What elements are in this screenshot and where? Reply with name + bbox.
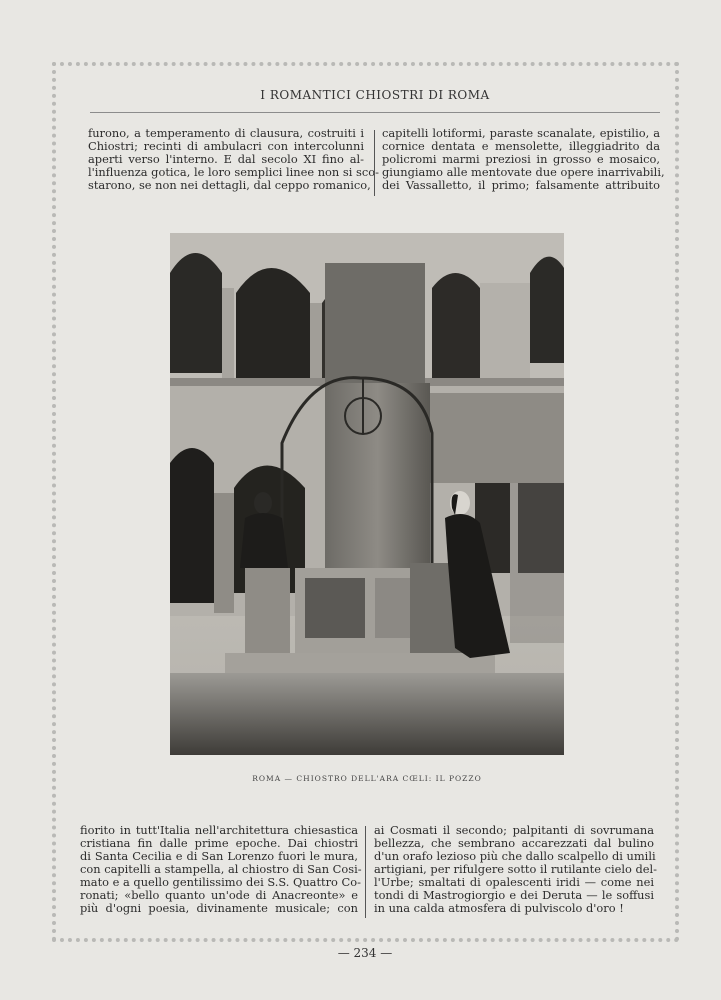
bottom-left-column <box>80 823 362 915</box>
text-line: artigiani, per rifulgere sotto il rutilante cielo del- <box>374 862 657 876</box>
top-right-column <box>382 126 665 192</box>
header-rule <box>90 112 660 113</box>
text-line: di Santa Cecilia e di San Lorenzo fuori le mura, <box>80 849 358 863</box>
text-line: ronati; «bello quanto un'ode di Anacreonte» e <box>80 888 358 902</box>
text-line: policromi marmi preziosi in grosso e mosaico, <box>382 152 660 166</box>
page-number: — 234 — <box>337 946 393 960</box>
text-line: aperti verso l'interno. E dal secolo XI fino al- <box>88 152 364 166</box>
top-left-column <box>88 126 379 192</box>
text-line: mato e a quello gentilissimo dei S.S. Quattro Co- <box>80 875 361 889</box>
text-line: tondi di Mastrogiorgio e dei Deruta — le soffusi <box>374 888 654 902</box>
text-line: l'Urbe; smaltati di opalescenti iridi — come nei <box>374 875 654 889</box>
text-line: cristiana fin dalle prime epoche. Dai chiostri <box>80 836 358 850</box>
text-line: starono, se non nei dettagli, dal ceppo romanico, <box>88 178 371 192</box>
text-line: furono, a temperamento di clausura, costruiti i <box>88 126 364 140</box>
text-line: Chiostri; recinti di ambulacri con intercolunni <box>88 139 364 153</box>
text-line: bellezza, che sembrano accarezzati dal bulino <box>374 836 654 850</box>
text-line: dei Vassalletto, il primo; falsamente attribuito <box>382 178 660 192</box>
text-line: ai Cosmati il secondo; palpitanti di sovrumana <box>374 823 654 837</box>
column-divider <box>365 826 366 918</box>
text-line: d'un orafo lezioso più che dallo scalpello di umili <box>374 849 656 863</box>
text-line: più d'ogni poesia, divinamente musicale; con <box>80 901 358 915</box>
column-divider <box>374 130 375 196</box>
photo-caption: ROMA — CHIOSTRO DELL'ARA CŒLI: IL POZZO <box>252 774 482 783</box>
photo-illustration <box>170 233 564 755</box>
text-line: l'influenza gotica, le loro semplici linee non si sco- <box>88 165 379 179</box>
text-line: fiorito in tutt'Italia nell'architettura chiesastica <box>80 823 358 837</box>
bottom-right-column <box>374 823 657 915</box>
text-line: in una calda atmosfera di pulviscolo d'oro ! <box>374 901 624 915</box>
text-line: con capitelli a stampella, al chiostro di San Cosi- <box>80 862 362 876</box>
text-line: giungiamo alle mentovate due opere inarrivabili, <box>382 165 665 179</box>
text-line: cornice dentata e mensolette, illeggiadrito da <box>382 139 660 153</box>
text-line: capitelli lotiformi, paraste scanalate, epistilio, a <box>382 126 660 140</box>
cloister-photograph <box>170 233 564 755</box>
running-head: I ROMANTICI CHIOSTRI DI ROMA <box>260 88 490 102</box>
